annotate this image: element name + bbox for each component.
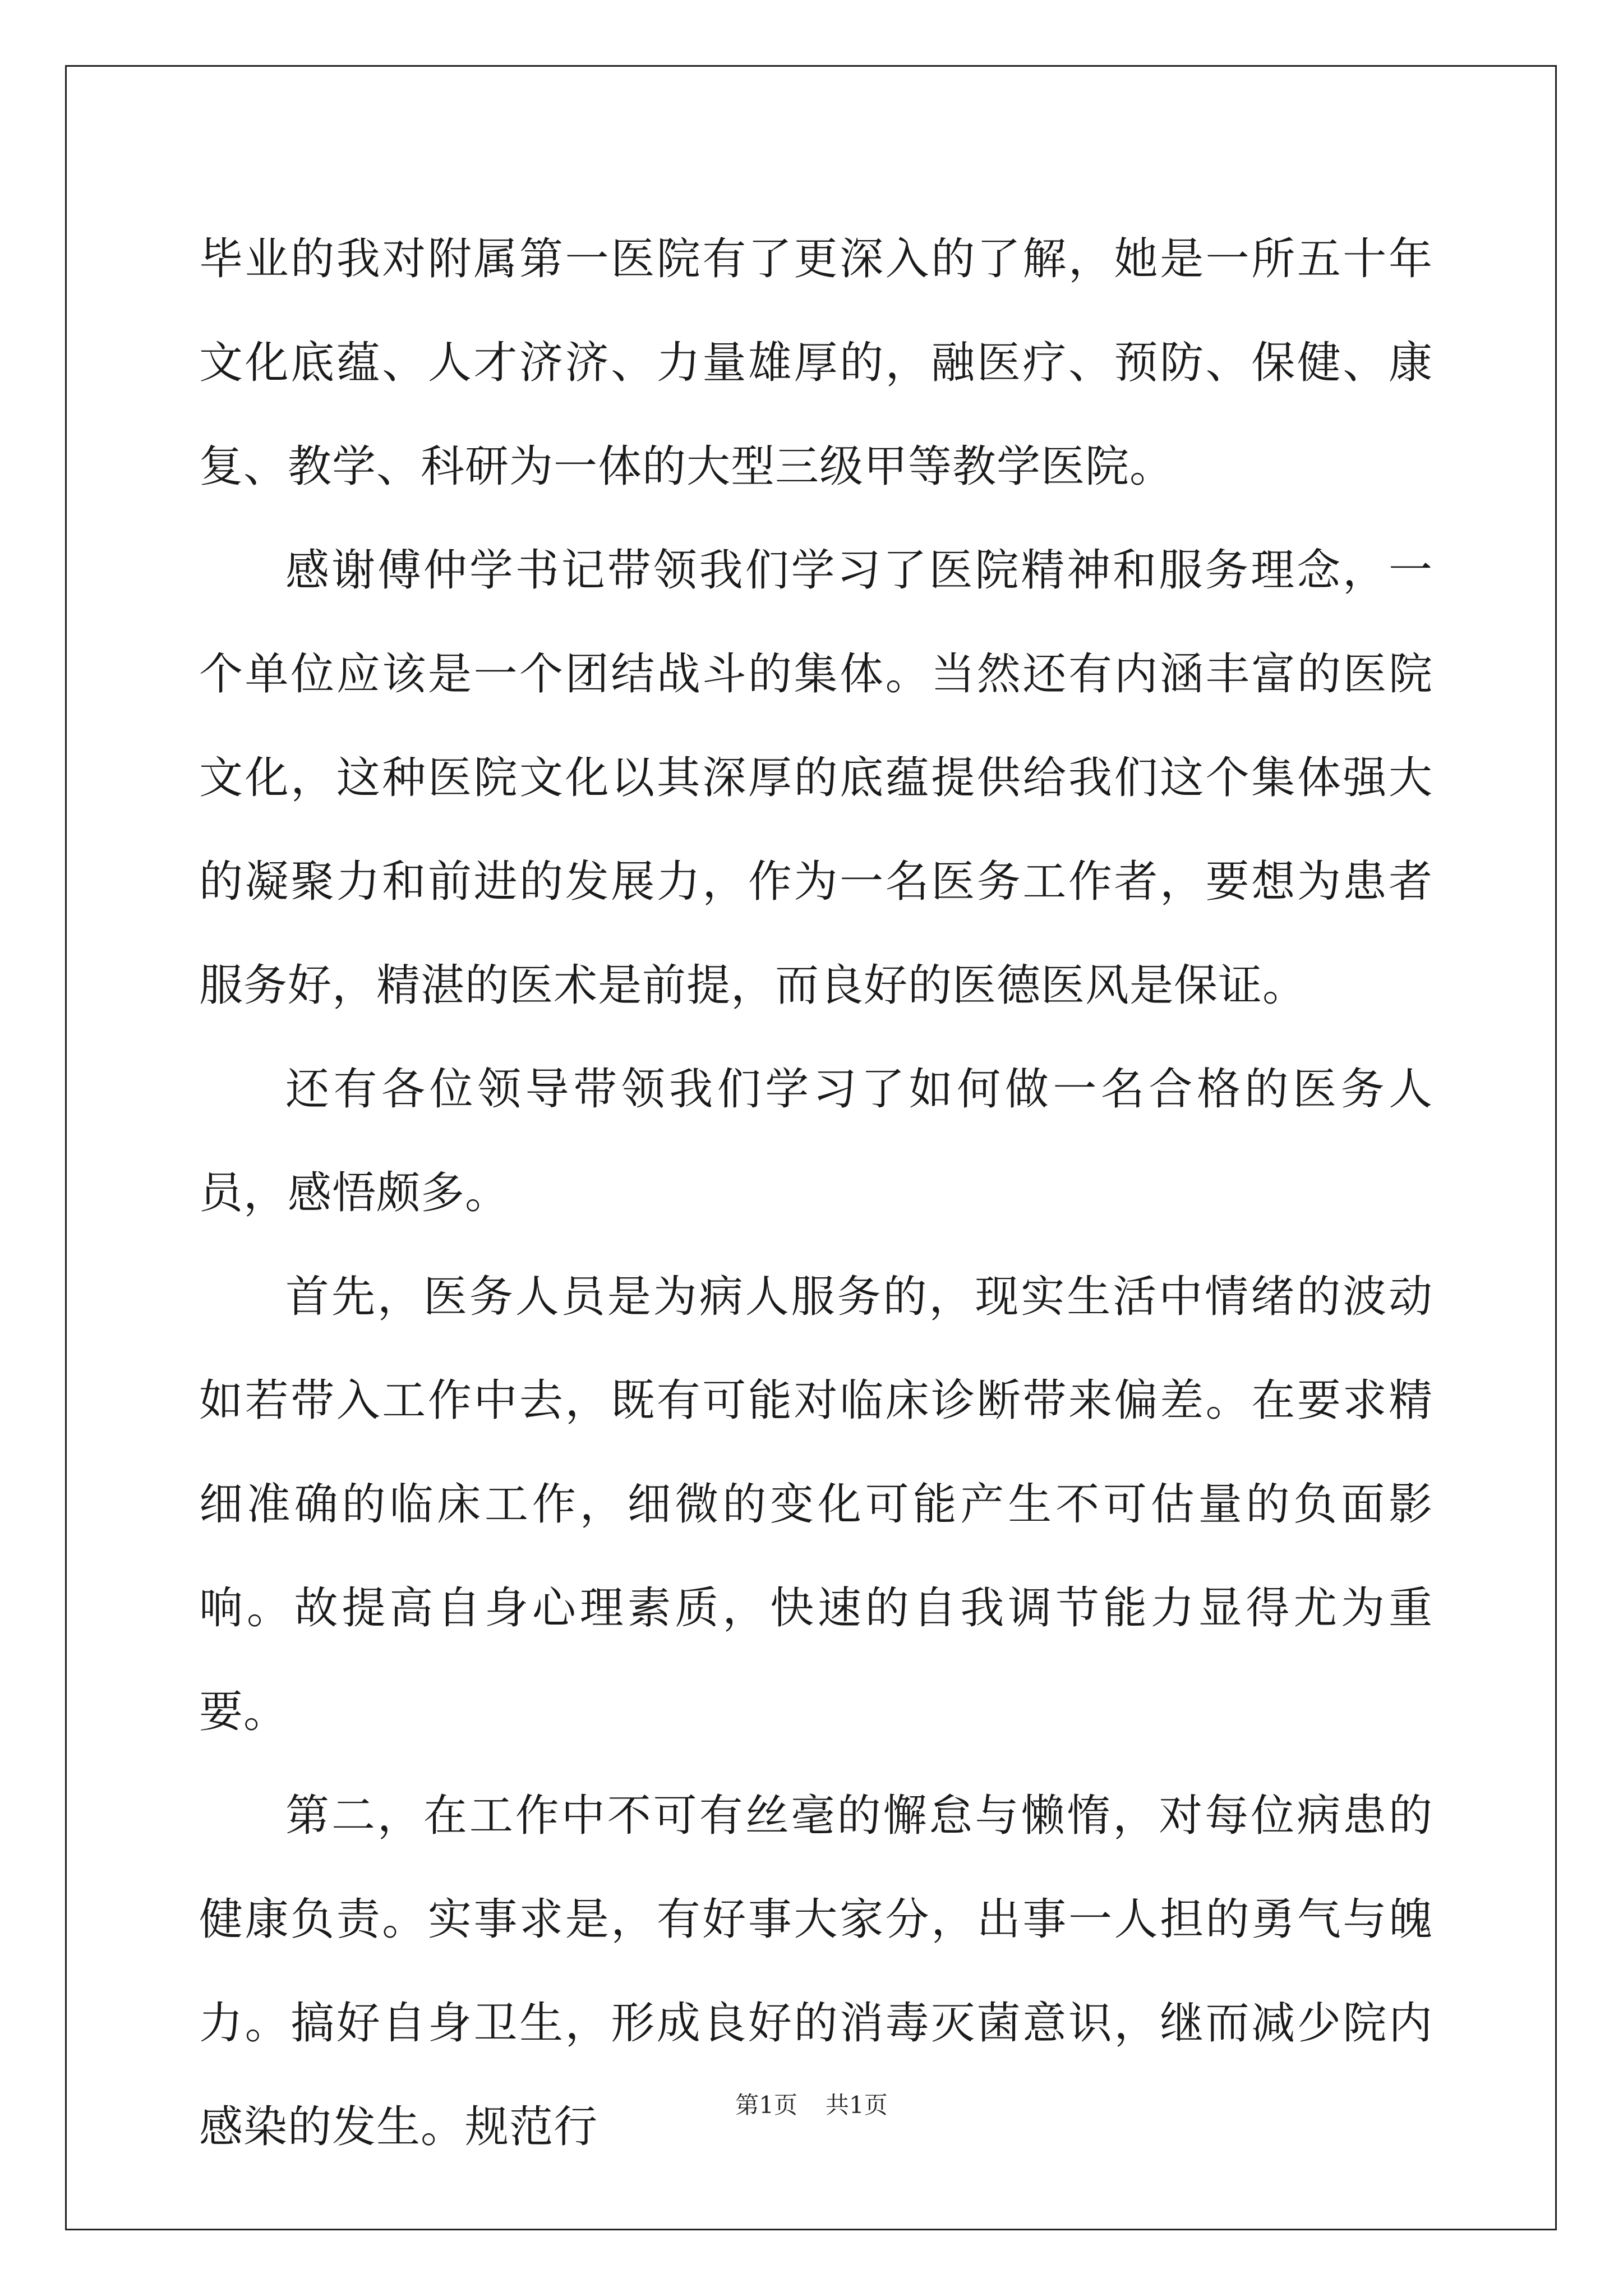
page-number-total: 共1页 bbox=[826, 2091, 888, 2119]
page-footer bbox=[0, 2087, 1623, 2120]
document-body bbox=[199, 208, 1433, 2179]
page-number-current: 第1页 bbox=[735, 2091, 797, 2119]
paragraph-1: 毕业的我对附属第一医院有了更深入的了解，她是一所五十年文化底蕴、人才济济、力量雄厚的，融医疗、预防、保健、康复、教学、科研为一体的大型三级甲等教学医院。 bbox=[199, 234, 1433, 492]
paragraph-4: 首先，医务人员是为病人服务的，现实生活中情绪的波动如若带入工作中去，既有可能对临床诊断带来偏差。在要求精细准确的临床工作，细微的变化可能产生不可估量的负面影响。故提高自身心理素质，快速的自我调节能力显得尤为重要。 bbox=[199, 1272, 1433, 1737]
paragraph-5: 第二，在工作中不可有丝毫的懈怠与懒惰，对每位病患的健康负责。实事求是，有好事大家分，出事一人担的勇气与魄力。搞好自身卫生，形成良好的消毒灭菌意识，继而减少院内感染的发生。规范行 bbox=[199, 1791, 1433, 2152]
paragraph-2: 感谢傅仲学书记带领我们学习了医院精神和服务理念，一个单位应该是一个团结战斗的集体。当然还有内涵丰富的医院文化，这种医院文化以其深厚的底蕴提供给我们这个集体强大的凝聚力和前进的发展力，作为一名医务工作者，要想为患者服务好，精湛的医术是前提，而良好的医德医风是保证。 bbox=[199, 545, 1433, 1011]
paragraph-3: 还有各位领导带领我们学习了如何做一名合格的医务人员，感悟颇多。 bbox=[199, 1064, 1433, 1218]
